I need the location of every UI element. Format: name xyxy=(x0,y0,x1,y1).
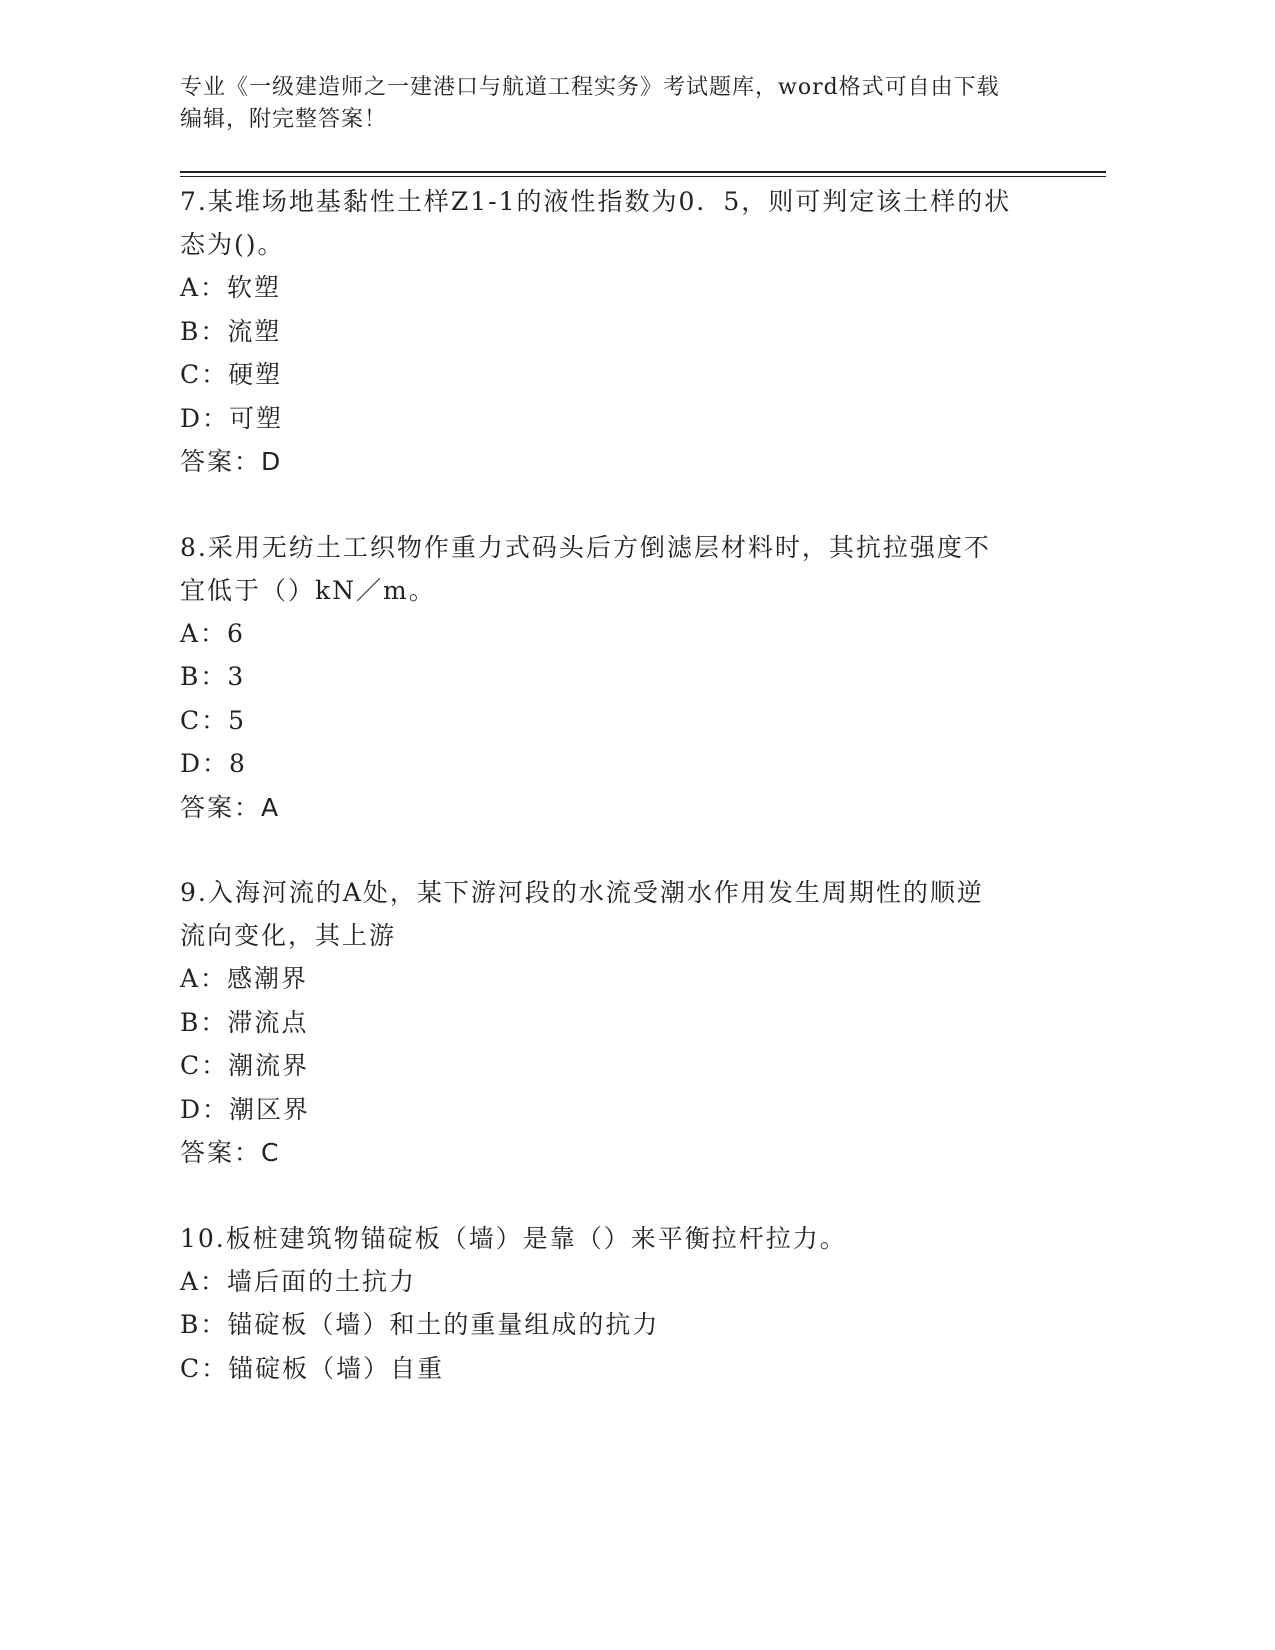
question-spacer xyxy=(180,1175,1080,1217)
question-stem-line: 流向变化，其上游 xyxy=(180,921,397,950)
question-8 xyxy=(180,526,1080,830)
header-divider-thin xyxy=(180,176,1106,177)
question-stem-line: 8.采用无纺土工织物作重力式码头后方倒滤层材料时，其抗拉强度不 xyxy=(180,532,991,562)
option-b: B：滞流点 xyxy=(180,1007,309,1037)
header-line-2: 编辑，附完整答案！ xyxy=(180,107,388,132)
answer-line: 答案：A xyxy=(180,792,281,822)
option-d: D：潮区界 xyxy=(180,1094,311,1124)
question-spacer xyxy=(180,829,1080,871)
option-a: A：软塑 xyxy=(180,273,282,302)
answer-line: 答案：D xyxy=(180,447,283,476)
header-divider-thick xyxy=(180,171,1106,173)
option-a: A：6 xyxy=(180,618,245,648)
option-b: B：流塑 xyxy=(180,316,282,346)
option-b: B：锚碇板（墙）和土的重量组成的抗力 xyxy=(180,1310,660,1339)
option-c: C：锚碇板（墙）自重 xyxy=(180,1353,445,1383)
question-stem-line: 9.入海河流的A处，某下游河段的水流受潮水作用发生周期性的顺逆 xyxy=(180,878,984,907)
option-a: A：感潮界 xyxy=(180,964,309,993)
question-stem-line: 态为()。 xyxy=(180,230,285,259)
question-stem-line: 宜低于（）kN／m。 xyxy=(180,575,436,605)
question-stem-line: 10.板桩建筑物锚碇板（墙）是靠（）来平衡拉杆拉力。 xyxy=(180,1223,847,1253)
option-c: C：潮流界 xyxy=(180,1051,310,1080)
header-line-1: 专业《一级建造师之一建港口与航道工程实务》考试题库，word格式可自由下载 xyxy=(180,75,1000,100)
option-d: D：可塑 xyxy=(180,403,284,433)
document-header xyxy=(180,72,1060,136)
option-d: D：8 xyxy=(180,749,247,778)
question-9 xyxy=(180,871,1080,1175)
option-a: A：墙后面的土抗力 xyxy=(180,1266,417,1296)
option-c: C：5 xyxy=(180,705,247,735)
question-spacer xyxy=(180,484,1080,526)
question-stem-line: 7.某堆场地基黏性土样Z1-1的液性指数为0．5，则可判定该土样的状 xyxy=(180,187,1012,216)
answer-line: 答案：C xyxy=(180,1138,281,1167)
question-10 xyxy=(180,1217,1080,1391)
question-7 xyxy=(180,180,1080,484)
option-b: B：3 xyxy=(180,662,246,691)
question-list xyxy=(180,180,1080,1390)
option-c: C：硬塑 xyxy=(180,360,283,389)
